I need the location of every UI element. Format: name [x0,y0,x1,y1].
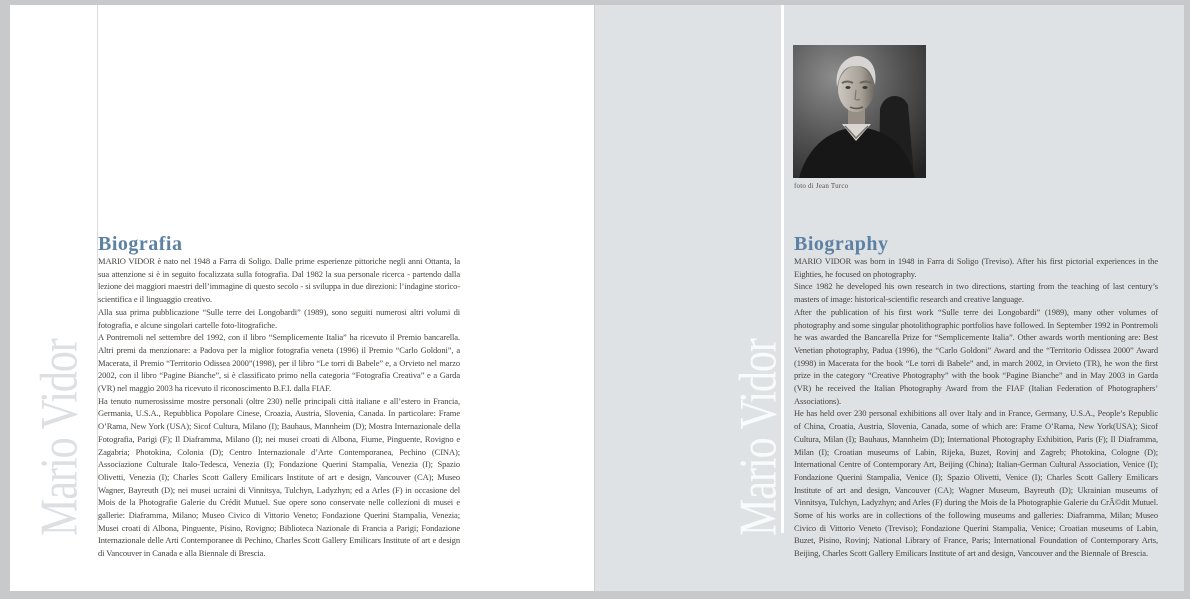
paragraph: Since 1982 he developed his own research in two directions, starting from the teaching of last century’s masters of image: historical-scientific research and creative language. [794,281,1158,305]
page-left-italian [10,5,594,591]
photo-caption: foto di Jean Turco [794,182,849,190]
portrait-photo-image [793,45,926,178]
paragraph: He has held over 230 personal exhibitions all over Italy and in France, Germany, U.S.A., People’s Republic of China, Croatia, Austria, Slovenia, Canada, some of which are: Frame O’Rama, New York(USA); Sicof Cultura, Milan (I); Bauhaus, Mannheim (D); International Photography Exhibition, Paris (F); Il Diaframma, Milan (I); Croatian museums of Labin, Rijeka, Buzet, Rovinj and Zagreb; Photokina, Cologne (D); International Centre of Contemporary Art, Beijing (China); Italian-German Cultural Association, Venice (I); Fondazione Querini Stampalia, Venice (I); Spazio Olivetti, Venice (I); Charles Scott Gallery Emilicars Institute of art and design, Vancouver (CA); Wagner Museum, Bayreuth (D); Ukrainian museums of Vinnitsya, Tulchyn, Ladyzhyn; and Arles (F) during the Mois de la Photographie Galerie du CrÃ©dit Mutuel. Some of his works are in collections of the following museums and galleries: Diaframma, Milan; Museo Civico di Vittorio Veneto (Treviso); Fondazione Querini Stampalia, Venice; Croatian museums of Labin, Buzet, Pisino, Rovinj; National Library of France, Paris; International Foundation of Contemporary Arts, Beijing, Charles Scott Gallery Emilicars Institute of art and design, Vancouver and the Biennale of Brescia. [794,408,1158,559]
paragraph: MARIO VIDOR è nato nel 1948 a Farra di Soligo. Dalle prime esperienze pittoriche negli anni Ottanta, la sua attenzione si è in seguito focalizzata sulla fotografia. Dal 1982 la sua personale ricerca - partendo dalla lezione dei maggiori maestri dell’immagine di questo secolo - si sviluppa in due direzioni: l’indagine storico-scientifica e il linguaggio creativo. [98,256,460,305]
vertical-artist-name-left: Mario Vidor [31,339,89,536]
biography-text-english [794,255,1158,560]
paragraph: Alla sua prima pubblicazione “Sulle terre dei Longobardi” (1989), sono seguiti numerosi altri volumi di fotografia, e alcune singolari cartelle foto-litografiche. [98,306,460,330]
section-title-biography: Biography [794,233,889,256]
section-title-biografia: Biografia [98,233,183,256]
paragraph: MARIO VIDOR was born in 1948 in Farra di Soligo (Treviso). After his first pictorial experiences in the Eighties, he focused on photography. [794,256,1158,279]
paragraph: After the publication of his first work “Sulle terre dei Longobardi” (1989), many other volumes of photography and some singular photolithographic portfolios have followed. In September 1992 in Pontremoli he was awarded the Bancarella Prize for “Semplicemente Italia”. Other awards worth mentioning are: Best Venetian photography, Padua (1996), the “Carlo Goldoni” Award and the “Territorio Odissea 2000” Award (1998) in Macerata for the book “Le torri di Babele” and, in march 2002, in Orvieto (TR), he won the first prize in the category “Creative Photography” with the book “Pagine Bianche” and in May 2003 in Garda (VR) he received the Italian Photography Award from the FIAF (Italian Federation of Photographers’ Associations). [794,306,1158,406]
portrait-photo [793,45,926,178]
page-right-english [594,5,1184,591]
paragraph: A Pontremoli nel settembre del 1992, con il libro “Semplicemente Italia” ha ricevuto il Premio bancarella. Altri premi da menzionare: a Padova per la miglior fotografia veneta (1996) il Premio “Carlo Goldoni”, a Macerata, il Premio “Territorio Odissea 2000”(1998), per il libro “Le torri di Babele” e, a Orvieto nel marzo 2002, con il libro “Pagine Bianche”, si è classificato primo nella categoria “Fotografia Creativa” e a Garda (VR) nel maggio 2003 ha ricevuto il riconoscimento B.F.I. dalla FIAF. [98,332,460,394]
paragraph: Ha tenuto numerosissime mostre personali (oltre 230) nelle principali città italiane e all’estero in Francia, Germania, U.S.A., Repubblica Popolare Cinese, Croazia, Austria, Slovenia, Canada. In particolare: Frame O’Rama, New York (USA); Sicof Cultura, Milano (I); Bauhaus, Mannheim (D); Mostra Internazionale della Fotografia, Parigi (F); Il Diaframma, Milano (I); nei musei croati di Albona, Fiume, Pinguente, Rovigno e Zagabria; Photokina, Colonia (D); Centro Internazionale d’Arte Contemporanea, Pechino (CINA); Associazione Culturale Italo-Tedesca, Venezia (I); Fondazione Querini Stampalia, Venezia (I); Spazio Olivetti, Venezia (I); Charles Scott Gallery Emilicars Institute of art e design, Vancouver (CA); Museo Wagner, Bayreuth (D); nei musei ucraini di Vinnitsya, Tulchyn, Ladyzhyn; ed a Arles (F) in occasione del Mois de la Photografie Galerie du Crédit Mutuel. Sue opere sono conservate nelle collezioni di musei e gallerie: Diaframma, Milano; Museo Civico di Vittorio Veneto; Fondazione Querini Stampalia, Venezia; Musei croati di Albona, Pinguente, Pisino, Rovigno; Biblioteca Nazionale di Francia a Parigi; Fondazione Internazionale delle Arti Contemporanee di Pechino, Charles Scott Gallery Emilicars Institute of art e design di Vancouver in Canada e alla Biennale di Brescia. [98,395,460,559]
vertical-artist-name-right: Mario Vidor [730,339,788,536]
book-spread [10,5,1184,591]
biography-text-italian [98,255,460,560]
